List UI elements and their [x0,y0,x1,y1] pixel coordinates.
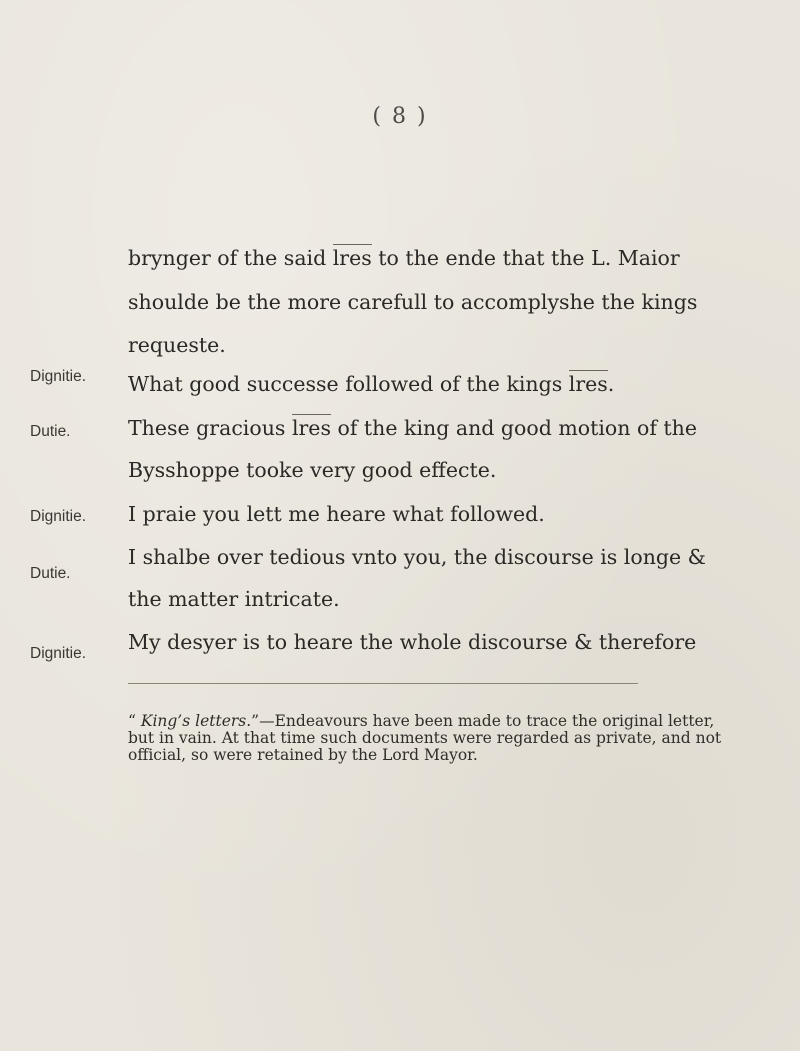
text-fragment: brynger of the said [128,246,333,270]
margin-note-dignitie: Dignitie. [30,508,86,525]
text-line: I praie you lett me heare what followed. [128,502,545,526]
margin-note-dignitie: Dignitie. [30,368,86,385]
text-line: My desyer is to heare the whole discourse & therefore [128,630,697,654]
abbreviation-lres: lres [291,416,331,440]
page-number: ( 8 ) [372,104,428,129]
text-line [128,416,698,440]
text-line: Bysshoppe tooke very good effecte. [128,458,497,482]
footnote [128,712,722,764]
footnote-text: ”—Endeavours have been made to trace the original letter, [251,712,715,730]
footnote-line [128,712,715,730]
text-fragment: What good successe followed of the kings [128,372,569,396]
text-line: I shalbe over tedious vnto you, the discourse is longe & [128,545,706,569]
abbreviation-lres: lres [568,372,608,396]
margin-note-dutie: Dutie. [30,565,71,582]
text-line: requeste. [128,333,226,357]
text-line [128,246,680,270]
text-line: shoulde be the more carefull to accomplyshe the kings [128,290,698,314]
margin-note-dignitie: Dignitie. [30,645,86,662]
footnote-line: official, so were retained by the Lord Mayor. [128,746,478,764]
text-fragment: to the ende that the L. Maior [371,246,680,270]
text-fragment: . [607,372,615,396]
text-line [128,372,648,396]
text-fragment: These gracious [128,416,292,440]
margin-note-dutie: Dutie. [30,423,71,440]
footnote-title: King’s letters. [140,712,252,730]
footnote-line: but in vain. At that time such documents were regarded as private, and not [128,729,722,747]
footnote-divider [128,683,638,684]
text-line: the matter intricate. [128,587,340,611]
footnote-quote: “ [128,712,141,730]
abbreviation-lres: lres [332,246,372,270]
text-fragment: of the king and good motion of the [330,416,698,440]
